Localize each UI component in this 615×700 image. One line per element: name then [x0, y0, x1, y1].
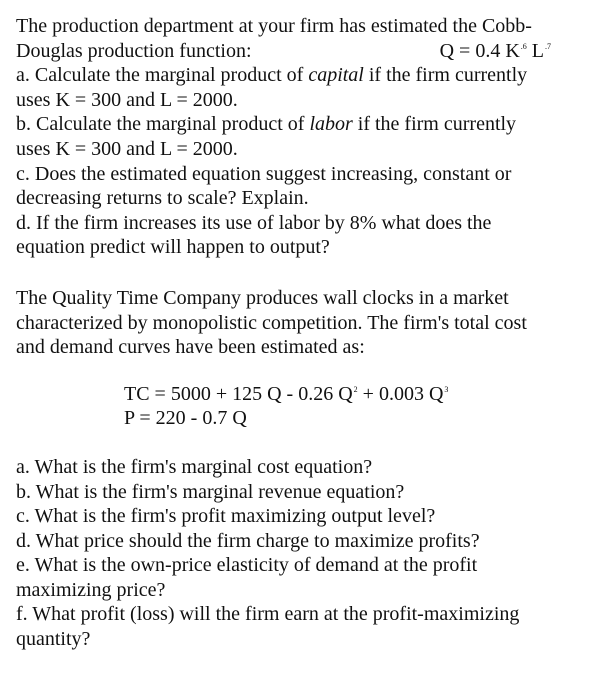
demand-equation: P = 220 - 0.7 Q [124, 407, 247, 430]
question-line: f. What profit (loss) will the firm earn at the profit-maximizing [16, 603, 520, 626]
part-b-text: b. Calculate the marginal product of [16, 113, 310, 136]
question-line: d. What price should the firm charge to maximize profits? [16, 529, 480, 552]
tc-exponent-2: 2 [353, 384, 358, 394]
labor-exponent: .7 [545, 41, 551, 51]
function-lhs: Q = 0.4 K [439, 39, 520, 62]
problem1-part-b-line1 [16, 112, 599, 137]
question-line: quantity? [16, 628, 91, 651]
part-a-text-end: if the firm currently [363, 64, 528, 87]
problem1-part-d-line1: d. If the firm increases its use of labor by 8% what does the [16, 211, 492, 234]
part-b-emphasis: labor [309, 113, 353, 136]
part-a-emphasis: capital [308, 64, 364, 87]
problem-production [16, 14, 599, 260]
problem1-intro-text: Douglas production function: [16, 39, 252, 62]
problem1-intro-line1: The production department at your firm has estimated the Cobb- [16, 15, 532, 37]
cobb-douglas-function [440, 39, 551, 64]
spacer [16, 260, 599, 286]
part-a-text: a. Calculate the marginal product of [16, 64, 309, 87]
problem1-part-a-line2: uses K = 300 and L = 2000. [16, 88, 238, 111]
problem1-part-c-line1: c. Does the estimated equation suggest increasing, constant or [16, 162, 512, 185]
spacer [16, 360, 599, 382]
question-line: maximizing price? [16, 578, 166, 601]
problem1-intro-line2 [16, 39, 599, 64]
question-line: a. What is the firm's marginal cost equation? [16, 455, 373, 478]
spacer [16, 431, 599, 455]
capital-exponent: .6 [520, 41, 527, 51]
equation-block [16, 382, 599, 431]
problem1-part-b-line2: uses K = 300 and L = 2000. [16, 137, 238, 160]
problem1-part-d-line2: equation predict will happen to output? [16, 236, 330, 259]
tc-part2: + 0.003 Q [357, 382, 444, 405]
problem2-intro-line1: The Quality Time Company produces wall clocks in a market [16, 286, 509, 309]
tc-part1: TC = 5000 + 125 Q - 0.26 Q [124, 382, 353, 405]
function-labor: L [526, 39, 544, 62]
problem1-part-a-line1 [16, 63, 599, 88]
problem2-intro-line2: characterized by monopolistic competition. The firm's total cost [16, 311, 527, 334]
total-cost-equation [124, 382, 599, 407]
question-line: c. What is the firm's profit maximizing output level? [16, 505, 436, 528]
problem1-part-c-line2: decreasing returns to scale? Explain. [16, 187, 309, 210]
tc-exponent-3: 3 [444, 384, 449, 394]
question-line: b. What is the firm's marginal revenue equation? [16, 480, 405, 503]
part-b-text-end: if the firm currently [352, 113, 517, 136]
problem-monopolistic-competition [16, 286, 599, 652]
question-line: e. What is the own-price elasticity of demand at the profit [16, 554, 478, 577]
problem2-intro-line3: and demand curves have been estimated as: [16, 336, 365, 359]
problem2-questions [16, 455, 599, 652]
